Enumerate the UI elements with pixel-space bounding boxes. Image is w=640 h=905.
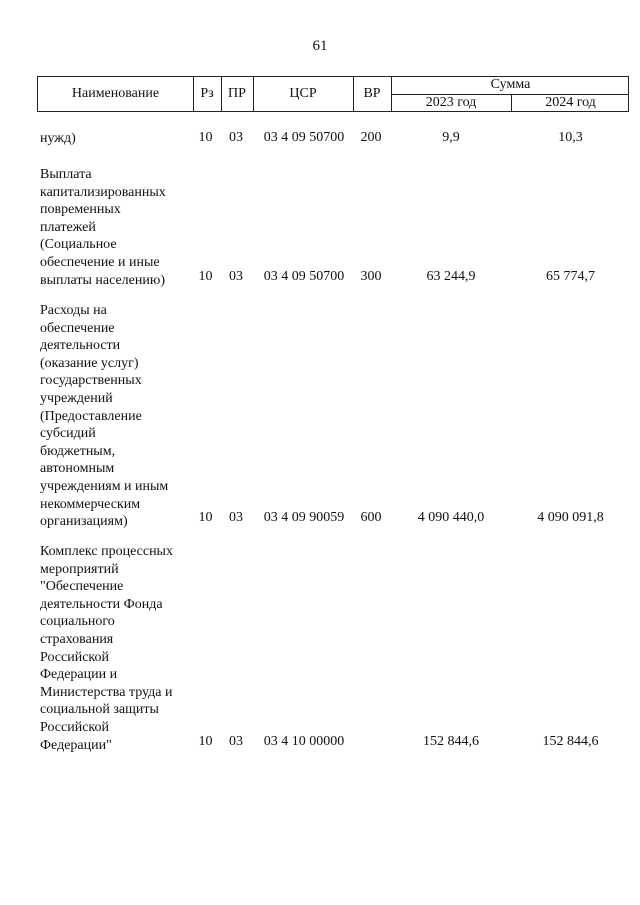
- header-year-2024: 2024 год: [545, 95, 596, 110]
- row-vr: 200: [360, 130, 382, 145]
- row-name: Расходы на обеспечение деятельности (оказание услуг) государственных учреждений (Предоставление субсидий бюджетным, автономным учреждениям и иным некоммерческим организациям): [40, 303, 169, 530]
- row-rz: 10: [198, 269, 213, 284]
- row-sum-2023: 63 244,9: [426, 269, 476, 284]
- header-sum: Сумма: [490, 77, 531, 92]
- row-rz: 10: [198, 130, 213, 145]
- header-vr: ВР: [363, 86, 381, 101]
- header-name: Наименование: [71, 86, 160, 101]
- header-rz: Рз: [200, 86, 214, 101]
- row-csr: 03 4 10 00000: [263, 734, 345, 749]
- row-csr: 03 4 09 90059: [263, 510, 345, 525]
- row-sum-2023: 152 844,6: [423, 734, 479, 749]
- row-vr: 300: [360, 269, 382, 284]
- row-vr: 600: [360, 510, 382, 525]
- row-name: Выплата капитализированных повременных платежей (Социальное обеспечение и иные выплаты населению): [40, 167, 166, 288]
- page-number: 61: [312, 38, 328, 54]
- row-sum-2023: 9,9: [442, 130, 460, 145]
- row-sum-2023: 4 090 440,0: [417, 510, 485, 525]
- header-pr: ПР: [228, 86, 246, 101]
- row-sum-2024: 152 844,6: [542, 734, 599, 749]
- row-name: Комплекс процессных мероприятий "Обеспечение деятельности Фонда социального страхования Российской Федерации и Министерства труда и социальной защиты Российской Федерации": [40, 544, 173, 753]
- row-rz: 10: [198, 734, 213, 749]
- header-csr: ЦСР: [289, 86, 317, 101]
- row-name: нужд): [40, 131, 76, 146]
- row-pr: 03: [229, 269, 243, 284]
- row-rz: 10: [198, 510, 213, 525]
- row-pr: 03: [229, 734, 243, 749]
- row-pr: 03: [229, 510, 243, 525]
- row-sum-2024: 4 090 091,8: [537, 510, 604, 525]
- row-sum-2024: 10,3: [558, 130, 583, 145]
- row-sum-2024: 65 774,7: [546, 269, 595, 284]
- row-csr: 03 4 09 50700: [263, 130, 345, 145]
- header-year-2023: 2023 год: [425, 95, 477, 110]
- row-csr: 03 4 09 50700: [263, 269, 345, 284]
- table-header: [37, 76, 629, 112]
- row-pr: 03: [229, 130, 243, 145]
